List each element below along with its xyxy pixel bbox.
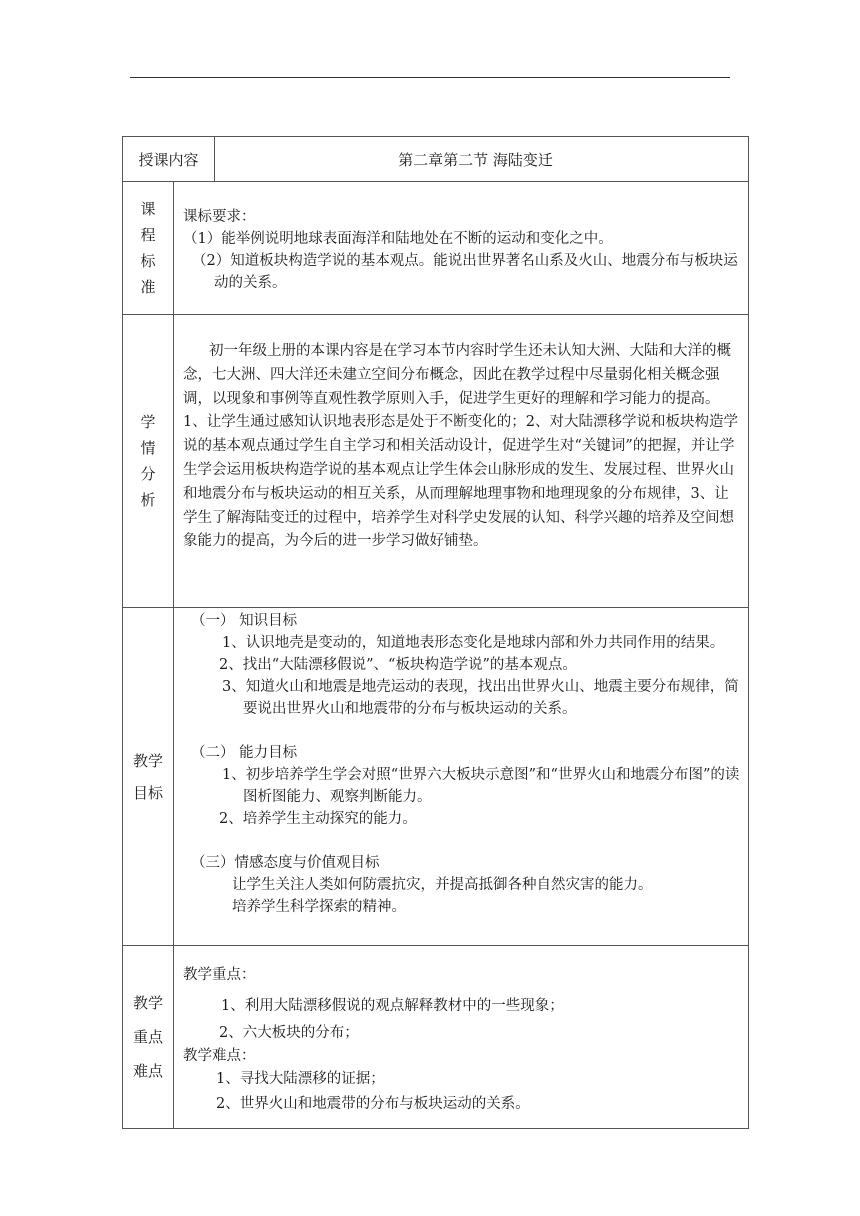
curriculum-standard-label: 课 程 标 准 xyxy=(123,182,174,314)
lesson-plan-table xyxy=(122,136,749,1129)
teaching-objectives-label: 教学 目标 xyxy=(123,608,174,945)
focus-item: 1、利用大陆漂移假说的观点解释教材中的一些现象； xyxy=(221,998,564,1014)
knowledge-objective-item: 1、认识地壳是变动的，知道地表形态变化是地球内部和外力共同作用的结果。 xyxy=(222,635,725,651)
standard-heading: 课标要求： xyxy=(183,209,256,225)
knowledge-objective-item: 2、找出“大陆漂移假说”、“板块构造学说”的基本观点。 xyxy=(219,657,577,673)
header-rule xyxy=(130,77,730,78)
difficulty-item: 1、寻找大陆漂移的证据； xyxy=(216,1071,385,1087)
student-analysis-content xyxy=(174,315,748,607)
analysis-paragraph: 初一年级上册的本课内容是在学习本节内容时学生还未认知大洲、大陆和大洋的概念，七大洲、四大洋还未建立空间分布概念，因此在教学过程中尽量弱化相关概念强调，以现象和事例等直观性教学原则入手，促进学生更好的理解和学习能力的提高。1、让学生通过感知认识地表形态是处于不断变化的；2、对大陆漂移学说和板块构造学说的基本观点通过学生自主学习和相关活动设计，促进学生对“关键词”的把握，并让学生学会运用板块构造学说的基本观点让学生体会山脉形成的发生、发展过程、世界火山和地震分布与板块运动的相互关系，从而理解地理事物和地理现象的分布规律，3、让学生了解海陆变迁的过程中，培养学生对科学史发展的认知、科学兴趣的培养及空间想象能力的提高，为今后的进一步学习做好铺垫。 xyxy=(183,343,738,550)
row-teaching-objectives xyxy=(123,607,748,945)
difficulty-item: 2、世界火山和地震带的分布与板块运动的关系。 xyxy=(216,1096,530,1112)
row-curriculum-standard xyxy=(123,181,748,314)
focus-title: 教学重点： xyxy=(183,967,256,983)
emotion-objective-title: （三）情感态度与价值观目标 xyxy=(191,855,380,871)
difficulty-title: 教学难点： xyxy=(183,1048,256,1064)
emotion-objective-item: 让学生关注人类如何防震抗灾，并提高抵御各种自然灾害的能力。 xyxy=(232,877,653,893)
ability-objective-item: 2、培养学生主动探究的能力。 xyxy=(219,811,417,827)
row-lesson-content xyxy=(123,137,748,181)
emotion-objective-item: 培养学生科学探索的精神。 xyxy=(232,899,406,915)
standard-item: （1）能举例说明地球表面海洋和陆地处在不断的运动和变化之中。 xyxy=(183,231,613,247)
ability-objective-title: （二） 能力目标 xyxy=(191,745,298,761)
curriculum-standard-content xyxy=(174,182,748,314)
ability-objective-item: 1、初步培养学生学会对照“世界六大板块示意图”和“世界火山和地震分布图”的读图析图能力、观察判断能力。 xyxy=(222,767,740,805)
row-student-analysis xyxy=(123,314,748,607)
lesson-title: 第二章第二节 海陆变迁 xyxy=(398,150,553,169)
knowledge-objective-title: （一） 知识目标 xyxy=(191,613,298,629)
standard-item: （2）知道板块构造学说的基本观点。能说出世界著名山系及火山、地震分布与板块运动的关系。 xyxy=(192,253,738,291)
focus-item: 2、六大板块的分布； xyxy=(219,1025,359,1041)
row-key-difficult-points xyxy=(123,945,748,1128)
teaching-objectives-content xyxy=(174,608,748,945)
knowledge-objective-item: 3、知道火山和地震是地壳运动的表现，找出出世界火山、地震主要分布规律，简要说出世界火山和地震带的分布与板块运动的关系。 xyxy=(222,679,739,717)
key-difficult-label: 教学 重点 难点 xyxy=(123,946,174,1128)
key-difficult-content xyxy=(174,946,748,1128)
lesson-content-label: 授课内容 xyxy=(123,137,215,181)
student-analysis-label: 学 情 分 析 xyxy=(123,315,174,607)
